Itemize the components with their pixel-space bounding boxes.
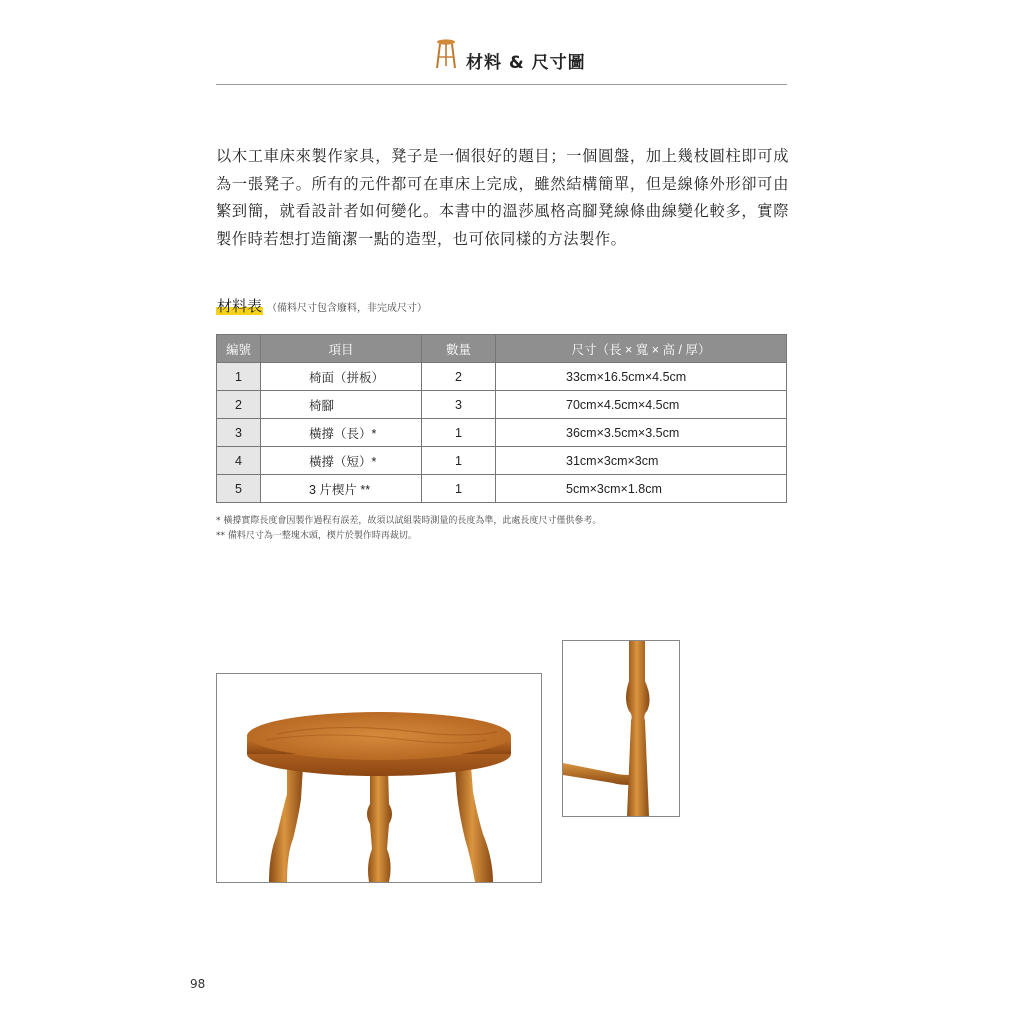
table-row: [217, 391, 787, 419]
row-item: 橫撐（短）*: [261, 447, 422, 475]
intro-paragraph: 以木工車床來製作家具，凳子是一個很好的題目；一個圓盤，加上幾枝圓柱即可成為一張凳子。所有的元件都可在車床上完成，雖然結構簡單，但是線條外形卻可由繁到簡，就看設計者如何變化。本書中的溫莎風格高腳凳線條曲線變化較多，實際製作時若想打造簡潔一點的造型，也可依同樣的方法製作。: [216, 147, 789, 248]
row-size: 31cm×3cm×3cm: [496, 447, 787, 475]
column-header: 項目: [261, 335, 422, 363]
footnote: * 橫撐實際長度會因製作過程有誤差，故須以試組裝時測量的長度為準，此處長度尺寸僅供參考。: [216, 516, 602, 526]
row-quantity: 2: [422, 363, 496, 391]
row-size: 33cm×16.5cm×4.5cm: [496, 363, 787, 391]
materials-heading: [216, 295, 427, 316]
column-header: 數量: [422, 335, 496, 363]
row-quantity: 1: [422, 447, 496, 475]
column-header: 編號: [217, 335, 261, 363]
page-number: 98: [190, 977, 206, 991]
row-quantity: 3: [422, 391, 496, 419]
table-header-row: [217, 335, 787, 363]
row-number: 5: [217, 475, 261, 503]
table-row: [217, 475, 787, 503]
stool-icon: [435, 38, 457, 70]
row-item: 橫撐（長）*: [261, 419, 422, 447]
footnotes: [216, 514, 601, 544]
row-number: 4: [217, 447, 261, 475]
row-size: 36cm×3.5cm×3.5cm: [496, 419, 787, 447]
row-number: 2: [217, 391, 261, 419]
column-header: 尺寸（長 × 寬 × 高 / 厚）: [496, 335, 787, 363]
row-number: 3: [217, 419, 261, 447]
row-quantity: 1: [422, 475, 496, 503]
row-size: 5cm×3cm×1.8cm: [496, 475, 787, 503]
table-row: [217, 419, 787, 447]
stool-illustration: [217, 674, 541, 882]
row-item: 椅腳: [261, 391, 422, 419]
row-size: 70cm×4.5cm×4.5cm: [496, 391, 787, 419]
materials-table: [216, 334, 787, 503]
row-number: 1: [217, 363, 261, 391]
row-item: 3 片楔片 **: [261, 475, 422, 503]
page-title: 材料 & 尺寸圖: [466, 53, 586, 73]
leg-stretcher-detail-photo: [562, 640, 680, 817]
leg-detail-illustration: [563, 641, 679, 816]
footnote: ** 備料尺寸為一整塊木頭，楔片於製作時再裁切。: [216, 531, 417, 541]
stool-photo: [216, 673, 542, 883]
materials-heading-label: 材料表: [217, 297, 263, 315]
materials-heading-note: （備料尺寸包含廢料，非完成尺寸）: [267, 303, 428, 314]
table-row: [217, 363, 787, 391]
table-row: [217, 447, 787, 475]
row-quantity: 1: [422, 419, 496, 447]
page-header: [216, 34, 787, 85]
row-item: 椅面（拼板）: [261, 363, 422, 391]
